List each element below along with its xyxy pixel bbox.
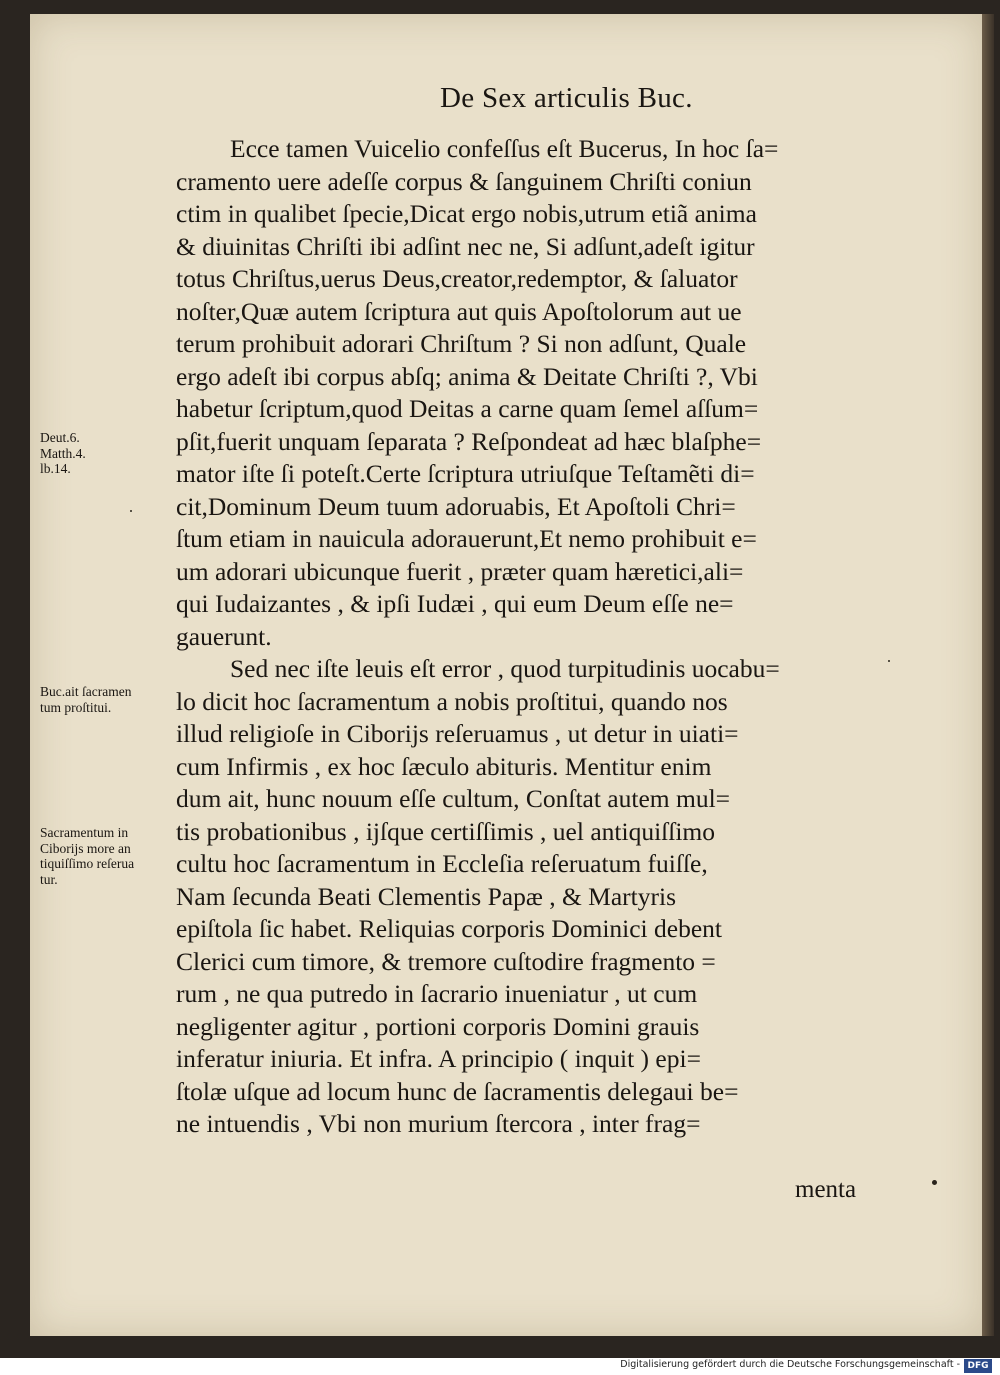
text-line: cramento uere adeſſe corpus & ſanguinem Chriſti coniun [176, 166, 752, 196]
text-line: ne intuendis , Vbi non murium ſtercora , inter frag= [176, 1109, 701, 1138]
marginal-line: Deut.6. [40, 430, 80, 445]
marginal-note-scripture [40, 430, 176, 477]
catchword: menta [795, 1176, 857, 1203]
marginal-line: Matth.4. [40, 445, 86, 461]
text-line: qui Iudaizantes , & ipſi Iudæi , qui eum Deum eſſe ne= [176, 589, 734, 618]
text-line: ergo adeſt ibi corpus abſq; anima & Deitate Chriſti ?, Vbi [176, 361, 758, 391]
text-line: Clerici cum timore, & tremore cuſtodire fragmento = [176, 946, 716, 976]
marginal-line: tum proſtitui. [40, 699, 112, 715]
text-line: epiſtola ſic habet. Reliquias corporis Dominici debent [176, 914, 722, 943]
text-line: gauerunt. [176, 621, 272, 651]
text-line: rum , ne qua putredo in ſacrario inueniatur , ut cum [176, 979, 698, 1008]
running-head: De Sex articulis Buc. [440, 82, 693, 114]
marginal-note-bucer [40, 684, 176, 715]
text-line: lo dicit hoc ſacramentum a nobis proſtitui, quando nos [176, 686, 728, 716]
marginal-line: tiquiſſimo reſerua [40, 856, 135, 871]
marginal-line: tur. [40, 871, 58, 887]
text-line: negligenter agitur , portioni corporis Domini grauis [176, 1011, 700, 1041]
text-line: cultu hoc ſacramentum in Eccleſia reſeruatum fuiſſe, [176, 849, 708, 878]
text-line: Ecce tamen Vuicelio confeſſus eſt Bucerus, In hoc ſa= [230, 134, 779, 163]
main-text-block [176, 133, 914, 1141]
text-line: ctim in qualibet ſpecie,Dicat ergo nobis,utrum etiã anima [176, 199, 757, 228]
text-line: noſter,Quæ autem ſcriptura aut quis Apoſtolorum aut ue [176, 296, 742, 326]
text-line: illud religioſe in Ciborijs reſeruamus , ut detur in uiati= [176, 719, 739, 748]
text-line: Nam ſecunda Beati Clementis Papæ , & Martyris [176, 881, 676, 911]
text-line: inferatur iniuria. Et infra. A principio ( inquit ) epi= [176, 1044, 701, 1073]
marginal-line: Ciborijs more an [40, 840, 131, 856]
dfg-logo: DFG [964, 1359, 992, 1373]
text-line: tis probationibus , ijſque certiſſimis , uel antiquiſſimo [176, 816, 715, 846]
text-line: ſtolæ uſque ad locum hunc de ſacramentis delegaui be= [176, 1076, 739, 1106]
ink-speck [888, 660, 890, 662]
text-line: & diuinitas Chriſti ibi adſint nec ne, Si adſunt,adeſt igitur [176, 231, 755, 261]
text-line: pſit,fuerit unquam ſeparata ? Reſpondeat ad hæc blaſphe= [176, 426, 762, 456]
text-line: totus Chriſtus,uerus Deus,creator,redemptor, & ſaluator [176, 264, 738, 293]
text-line: um adorari ubicunque fuerit , præter quam hæretici,ali= [176, 556, 744, 586]
page-edge [982, 14, 994, 1336]
ink-speck [130, 510, 132, 512]
ink-speck [932, 1180, 937, 1185]
text-line: ſtum etiam in nauicula adorauerunt,Et nemo prohibuit e= [176, 524, 757, 553]
marginal-line: Buc.ait ſacramen [40, 684, 132, 699]
marginal-line: Sacramentum in [40, 825, 129, 840]
text-line: Sed nec iſte leuis eſt error , quod turpitudinis uocabu= [230, 654, 780, 683]
text-line: terum prohibuit adorari Chriſtum ? Si non adſunt, Quale [176, 329, 747, 358]
text-line: dum ait, hunc nouum eſſe cultum, Conſtat autem mul= [176, 784, 731, 813]
text-line: habetur ſcriptum,quod Deitas a carne quam ſemel aſſum= [176, 394, 759, 423]
text-line: cum Infirmis , ex hoc ſæculo abituris. Mentitur enim [176, 751, 712, 781]
footer-credit: Digitalisierung gefördert durch die Deutsche Forschungsgemeinschaft - [620, 1359, 960, 1370]
text-line: mator iſte ſi poteſt.Certe ſcriptura utriuſque Teſtamẽti di= [176, 459, 755, 488]
marginal-note-ciborium [40, 825, 176, 887]
text-line: cit,Dominum Deum tuum adoruabis, Et Apoſtoli Chri= [176, 491, 736, 521]
marginal-line: lb.14. [40, 461, 71, 476]
